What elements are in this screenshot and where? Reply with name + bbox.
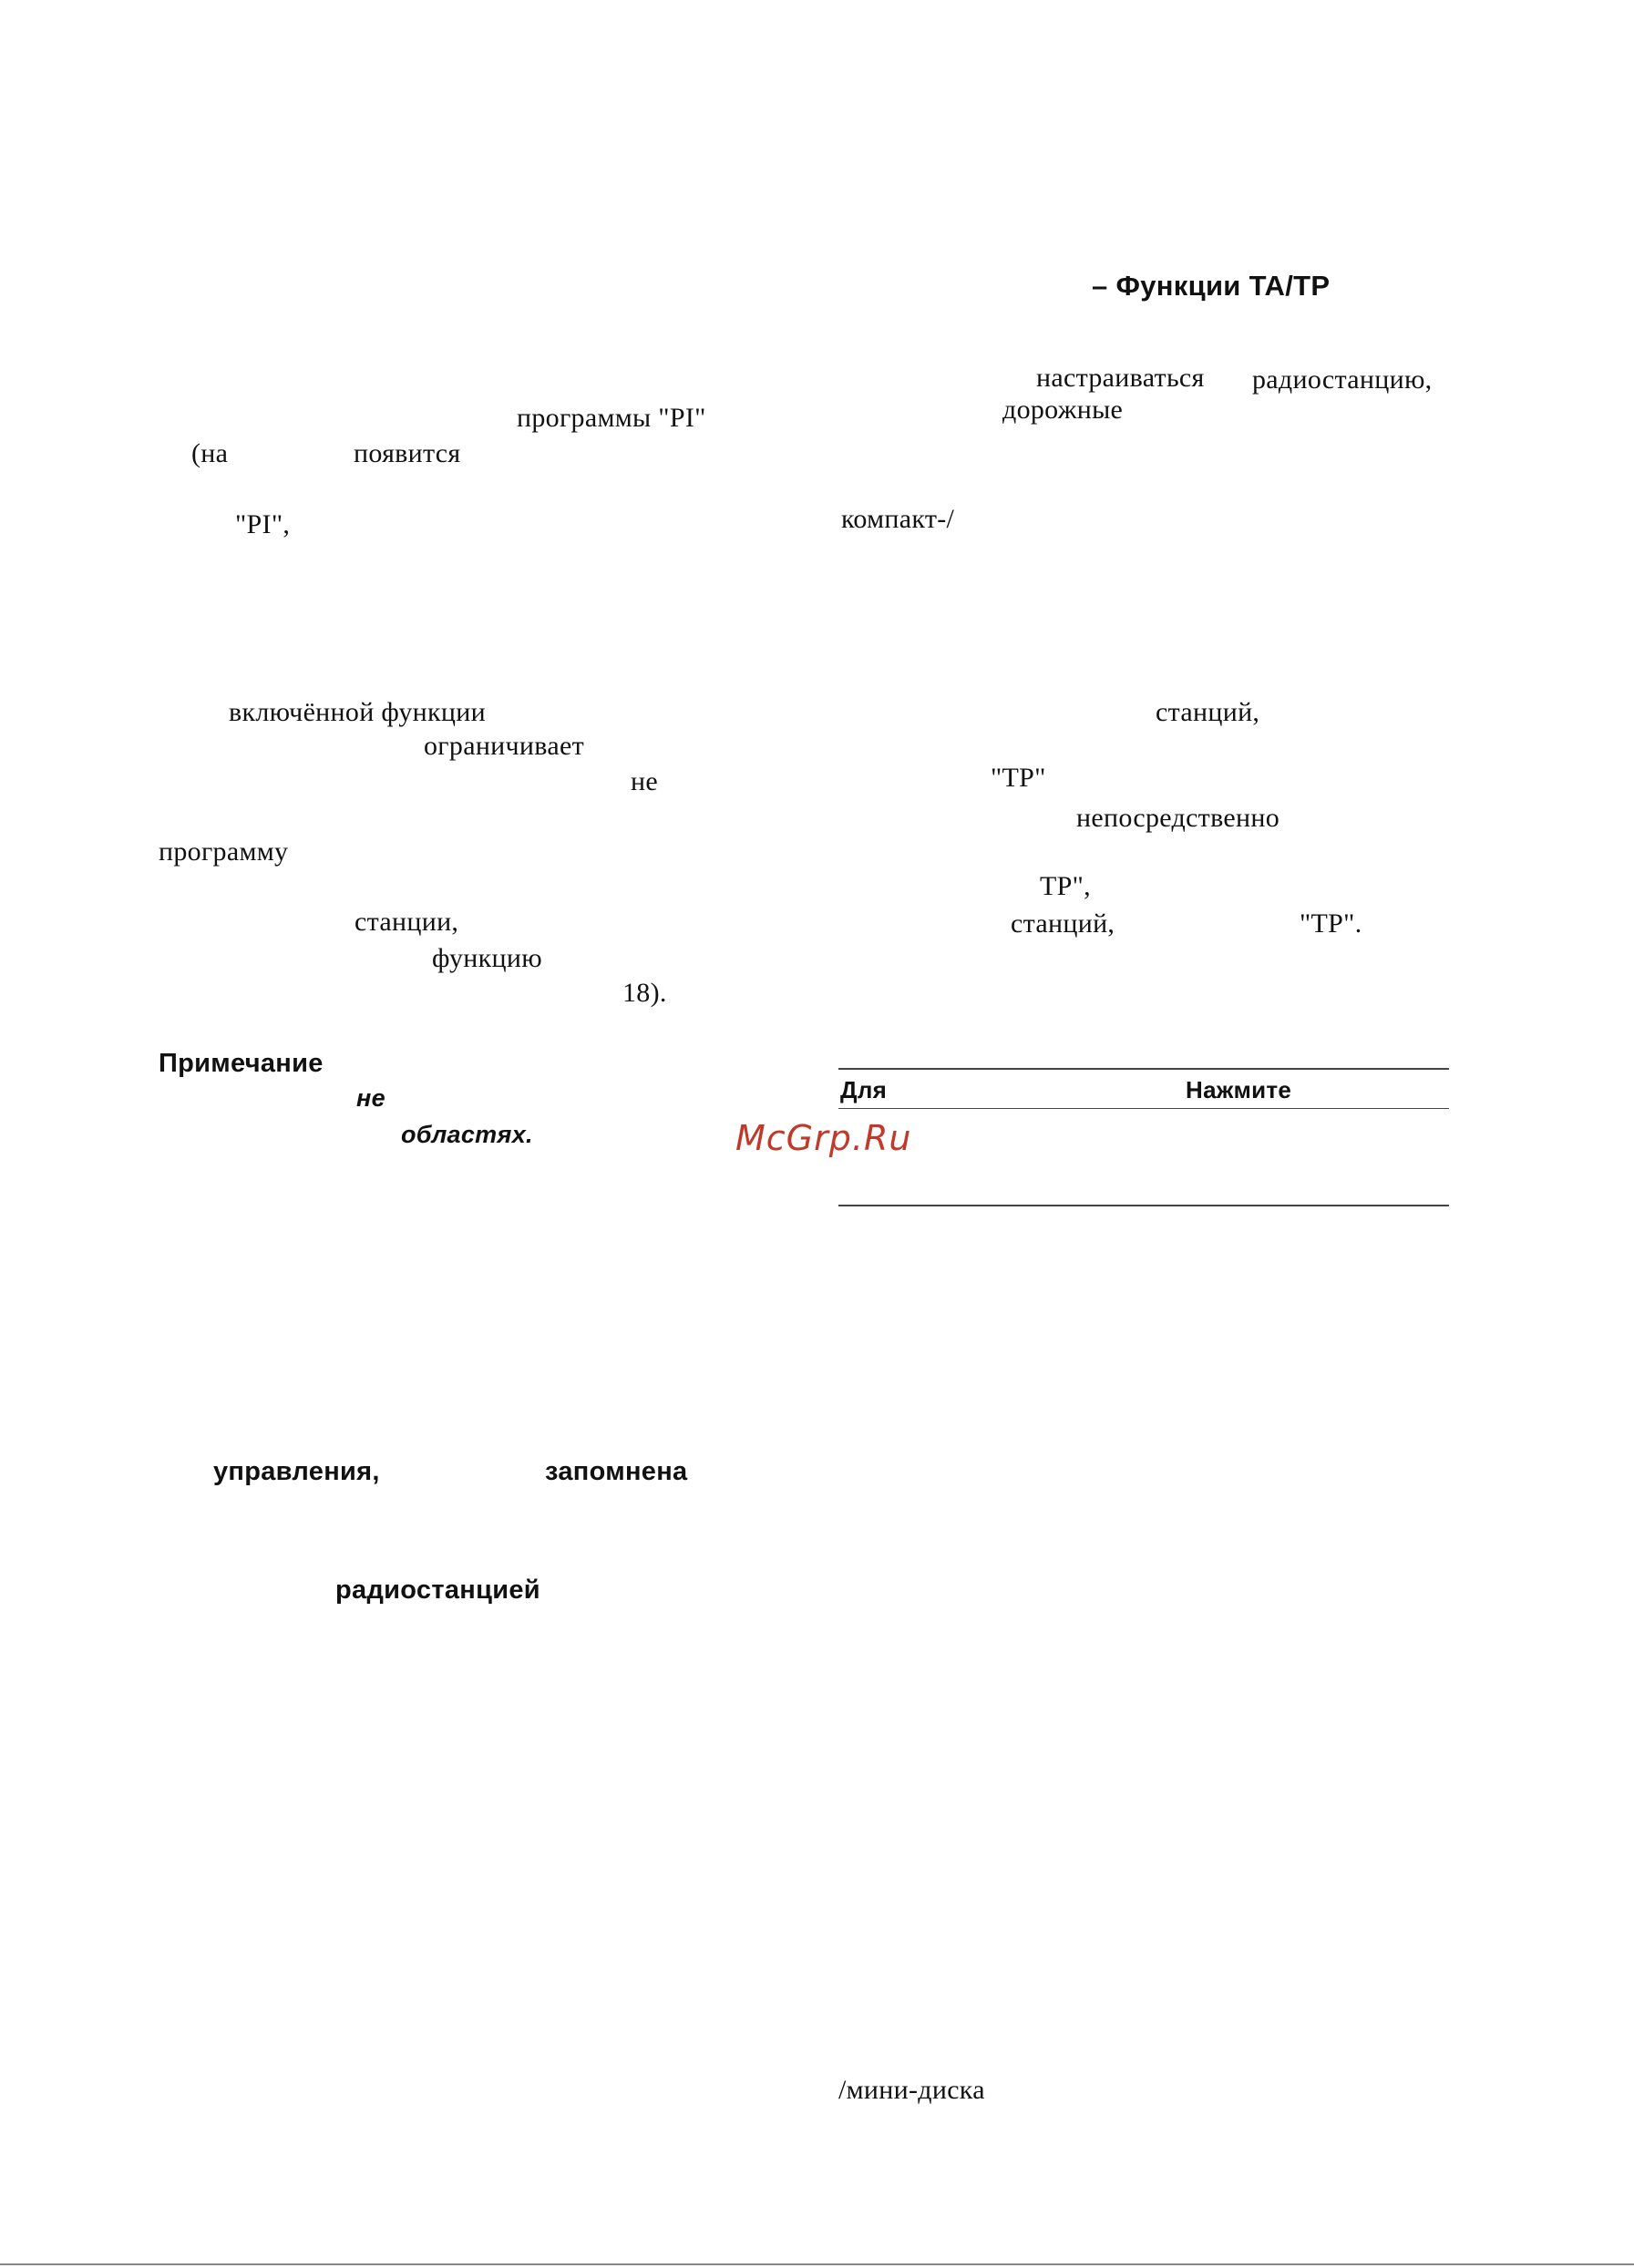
table-header-press: Нажмите	[1186, 1076, 1292, 1103]
table-header-rule	[838, 1108, 1449, 1109]
text-fragment: станций,	[1156, 697, 1260, 727]
text-fragment: запомнена	[545, 1457, 688, 1486]
text-fragment: функцию	[432, 943, 542, 973]
text-fragment: непосредственно	[1076, 803, 1280, 833]
text-fragment: TP",	[1040, 871, 1091, 901]
text-fragment: дорожные	[1002, 395, 1124, 425]
text-fragment: программы "PI"	[517, 403, 706, 433]
table-top-rule	[838, 1068, 1449, 1070]
table-header-for: Для	[840, 1076, 888, 1103]
text-fragment: станций,	[1011, 908, 1115, 939]
text-fragment: не	[631, 766, 658, 796]
text-fragment: "TP"	[991, 763, 1046, 793]
text-fragment: "TP".	[1300, 908, 1362, 939]
note-title: Примечание	[159, 1049, 324, 1078]
section-heading-ta-tp: – Функции TA/TP	[1092, 270, 1331, 302]
text-fragment: радиостанцией	[335, 1575, 540, 1605]
note-text-fragment: областях.	[401, 1121, 533, 1148]
text-fragment: станции,	[355, 907, 459, 937]
text-fragment: 18).	[622, 978, 667, 1008]
text-fragment: "PI",	[235, 509, 291, 539]
text-fragment: ограничивает	[424, 731, 584, 761]
text-fragment: (на	[191, 438, 229, 468]
text-fragment: радиостанцию,	[1252, 364, 1433, 395]
watermark: McGrp.Ru	[735, 1118, 912, 1158]
text-fragment: компакт-/	[841, 504, 955, 534]
footer-rule	[0, 2263, 1634, 2265]
text-fragment: /мини-диска	[838, 2075, 985, 2105]
text-fragment: программу	[159, 836, 289, 867]
text-fragment: появится	[354, 438, 461, 468]
text-fragment: включённой функции	[229, 697, 486, 727]
table-bottom-rule	[838, 1205, 1449, 1206]
note-text-fragment: не	[356, 1084, 385, 1112]
text-fragment: настраиваться	[1036, 363, 1205, 393]
text-fragment: управления,	[213, 1457, 380, 1486]
